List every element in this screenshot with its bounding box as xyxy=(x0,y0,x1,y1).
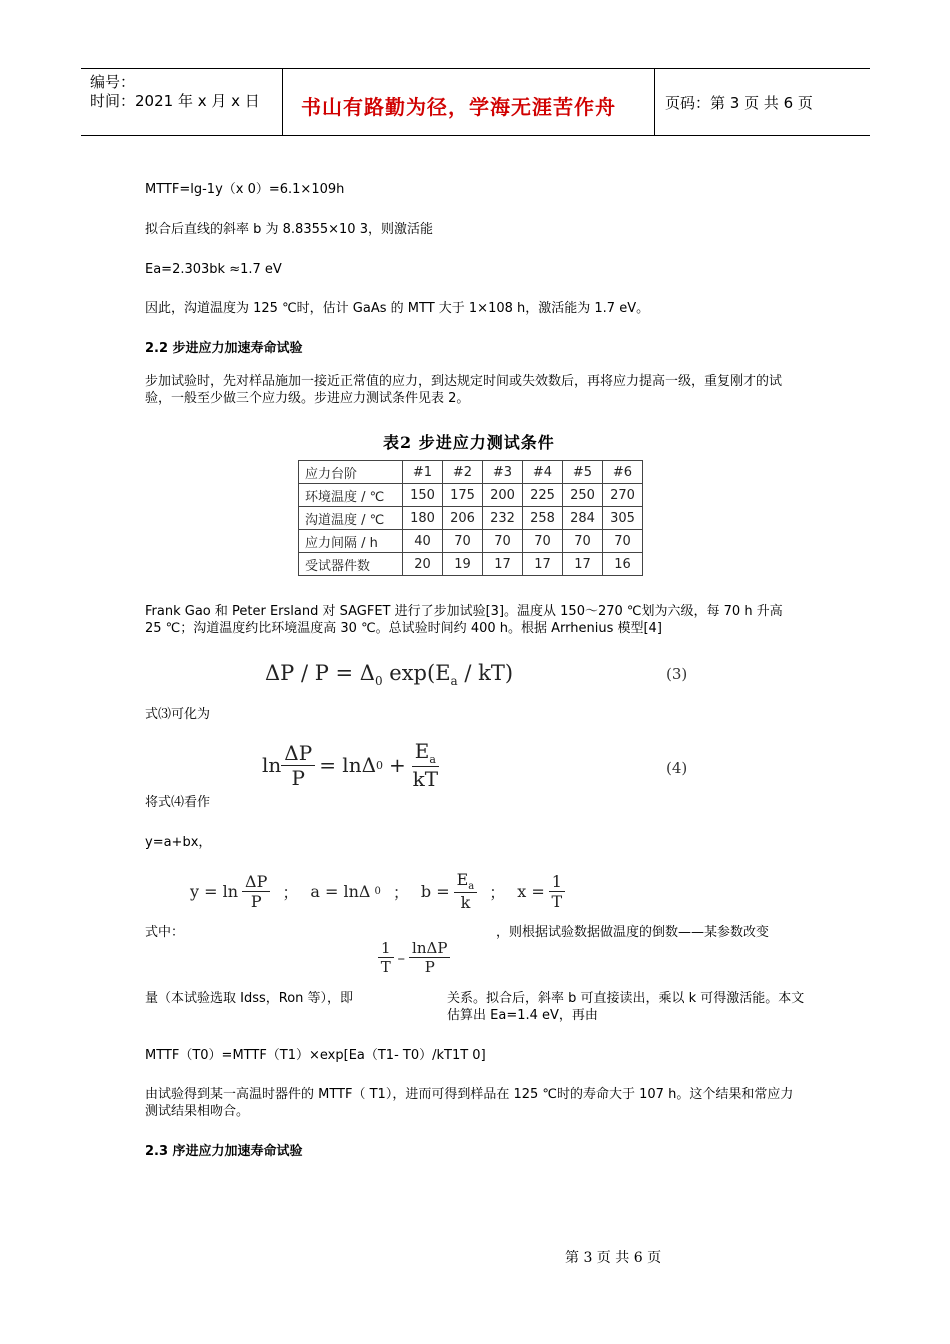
linear-form-text: y=a+bx， xyxy=(145,835,212,850)
header-bottom-rule xyxy=(81,135,870,136)
equation-4-view-text: 将式⑷看作 xyxy=(145,795,211,810)
where-continuation: ，则根据试验数据做温度的倒数——某参数改变 xyxy=(496,925,770,940)
mttf-result: MTTF=lg-1y（x 0）=6.1×109h xyxy=(145,182,345,197)
table-cell: 环境温度 / ℃ xyxy=(299,484,403,507)
header-motto: 书山有路勤为径，学海无涯苦作舟 xyxy=(301,95,616,119)
step-stress-table xyxy=(298,460,643,576)
table-cell: 70 xyxy=(443,530,483,553)
table-header-cell: #6 xyxy=(603,461,643,484)
header-divider-right xyxy=(654,68,655,136)
table-row xyxy=(299,484,643,507)
table-cell: 20 xyxy=(403,553,443,576)
table-header-cell: #5 xyxy=(563,461,603,484)
table-header-cell: #4 xyxy=(523,461,563,484)
parameter-text: 量（本试验选取 Idss，Ron 等），即 xyxy=(145,991,354,1006)
header-date-label: 时间：2021 年 x 月 x 日 xyxy=(90,92,260,110)
table-row xyxy=(299,507,643,530)
where-label: 式中： xyxy=(145,925,185,940)
table-cell: 175 xyxy=(443,484,483,507)
table-caption: 表2 步进应力测试条件 xyxy=(383,433,555,452)
table-cell: 258 xyxy=(523,507,563,530)
table-cell: 225 xyxy=(523,484,563,507)
table-cell: 70 xyxy=(523,530,563,553)
result-paragraph: 由试验得到某一高温时器件的 MTTF（ T1），进而可得到样品在 125 ℃时的寿命大于 107 h。这个结果和常应力测试结果相吻合。 xyxy=(145,1087,794,1119)
table-cell: 70 xyxy=(483,530,523,553)
relation-formula: $\frac{1}{T}$ – $\frac{\ln\Delta P}{P}$ xyxy=(378,939,450,976)
header-number-label: 编号： xyxy=(90,73,136,91)
table-cell: 70 xyxy=(563,530,603,553)
table-header-cell: #1 xyxy=(403,461,443,484)
relation-continuation: 关系。拟合后，斜率 b 可直接读出，乘以 k 可得激活能。本文估算出 Ea=1.4 eV，再由 xyxy=(447,991,805,1023)
table-cell: 206 xyxy=(443,507,483,530)
page-footer: 第 3 页 共 6 页 xyxy=(565,1250,662,1266)
table-cell: 284 xyxy=(563,507,603,530)
table-cell: 70 xyxy=(603,530,643,553)
conclusion-text: 因此，沟道温度为 125 ℃时，估计 GaAs 的 MTT 大于 1×108 h，激活能为 1.7 eV。 xyxy=(145,301,650,316)
table-cell: 150 xyxy=(403,484,443,507)
step-stress-paragraph: 步加试验时，先对样品施加一接近正常值的应力，到达规定时间或失效数后，再将应力提高一级，重复刚才的试验，一般至少做三个应力级。步进应力测试条件见表 2。 xyxy=(145,374,783,406)
table-row xyxy=(299,530,643,553)
equation-3: $\Delta P / P = \Delta_0$ $\exp(E_a / kT)$ xyxy=(265,661,514,689)
header-page-label: 页码：第 3 页 共 6 页 xyxy=(665,94,813,112)
activation-energy-text: Ea=2.303bk ≈1.7 eV xyxy=(145,262,282,277)
table-cell: 19 xyxy=(443,553,483,576)
table-cell: 270 xyxy=(603,484,643,507)
section-heading-2-3: 2.3 序进应力加速寿命试验 xyxy=(145,1144,303,1159)
mttf-extrapolation-formula: MTTF（T0）=MTTF（T1）×exp[Ea（T1- T0）/kT1T 0] xyxy=(145,1048,486,1063)
table-cell: 40 xyxy=(403,530,443,553)
table-cell: 17 xyxy=(563,553,603,576)
table-cell: 16 xyxy=(603,553,643,576)
table-cell: 沟道温度 / ℃ xyxy=(299,507,403,530)
table-cell: 250 xyxy=(563,484,603,507)
table-cell: 305 xyxy=(603,507,643,530)
step-test-paragraph: Frank Gao 和 Peter Ersland 对 SAGFET 进行了步加试验[3]。温度从 150～270 ℃划为六级，每 70 h 升高 25 ℃；沟道温度约比环境温度高 30 ℃。总试验时间约 400 h。根据 Arrhenius 模型[4] xyxy=(145,604,783,636)
equation-4: ln $\frac{\Delta P}{P}$ = lnΔ 0 + $\frac{E_a}{kT}$ xyxy=(262,739,439,791)
table-header-row xyxy=(299,461,643,484)
table-header-cell: #2 xyxy=(443,461,483,484)
variable-definitions: y = ln $\frac{\Delta P}{P}$ ； a = lnΔ 0 ； b = $\frac{E_a}{k}$ ； x = $\frac{1}{T}$ xyxy=(190,870,565,912)
equation-3-number: (3) xyxy=(666,665,688,683)
table-header-cell: 应力台阶 xyxy=(299,461,403,484)
table-row xyxy=(299,553,643,576)
header-divider-left xyxy=(282,68,283,136)
equation-4-number: (4) xyxy=(666,759,688,777)
table-header-cell: #3 xyxy=(483,461,523,484)
table-cell: 200 xyxy=(483,484,523,507)
table-cell: 17 xyxy=(523,553,563,576)
header-top-rule xyxy=(81,68,870,69)
table-cell: 180 xyxy=(403,507,443,530)
table-cell: 受试器件数 xyxy=(299,553,403,576)
table-cell: 232 xyxy=(483,507,523,530)
table-cell: 17 xyxy=(483,553,523,576)
section-heading-2-2: 2.2 步进应力加速寿命试验 xyxy=(145,341,303,356)
equation-3-transform-text: 式⑶可化为 xyxy=(145,707,211,722)
slope-text: 拟合后直线的斜率 b 为 8.8355×10 3，则激活能 xyxy=(145,222,433,237)
table-cell: 应力间隔 / h xyxy=(299,530,403,553)
